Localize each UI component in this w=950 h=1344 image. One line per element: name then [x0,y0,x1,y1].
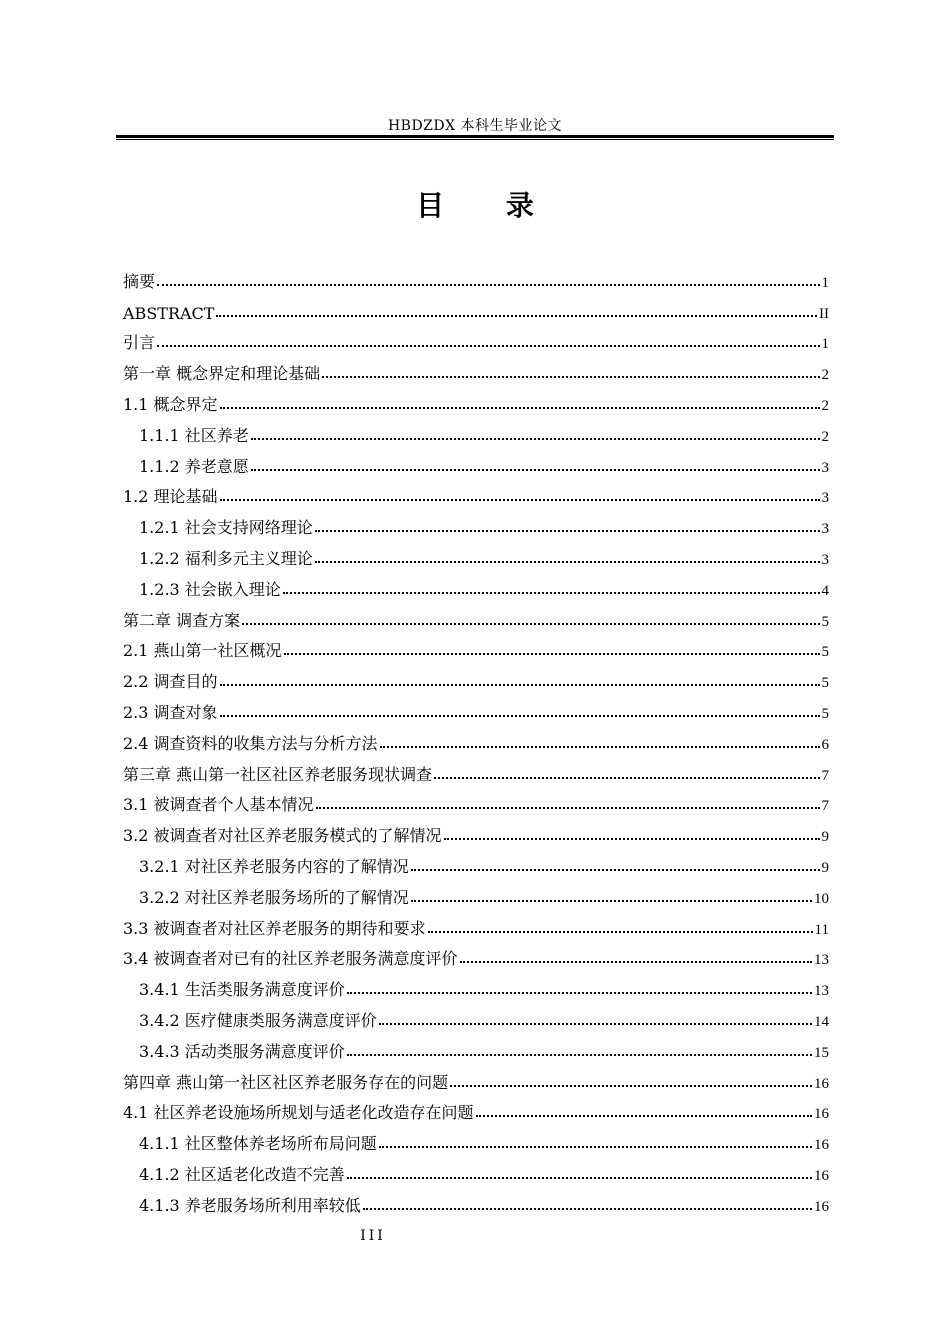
table-of-contents [123,261,829,1216]
toc-dot-leader [347,1054,812,1056]
toc-dot-leader [380,746,820,748]
toc-entry[interactable] [123,846,829,877]
toc-entry-page: 14 [814,1013,829,1030]
toc-entry-label: 3.1 被调查者个人基本情况 [123,795,314,815]
toc-entry[interactable] [123,1093,829,1124]
toc-dot-leader [347,1177,812,1179]
toc-entry-page: 9 [821,829,829,846]
toc-dot-leader [157,284,819,286]
toc-entry-label: 4.1.2 社区适老化改造不完善 [139,1164,345,1184]
toc-dot-leader [434,777,819,779]
toc-dot-leader [315,561,820,563]
toc-dot-leader [450,1085,812,1087]
toc-dot-leader [220,684,820,686]
toc-dot-leader [363,1208,812,1210]
toc-entry-label: ABSTRACT [123,303,215,323]
toc-entry-label: 1.2.1 社会支持网络理论 [139,518,313,538]
toc-entry[interactable] [123,785,829,816]
toc-entry-page: 11 [814,921,829,938]
toc-entry[interactable] [123,323,829,354]
toc-dot-leader [428,931,813,933]
toc-entry[interactable] [123,261,829,292]
toc-entry[interactable] [123,353,829,384]
toc-entry-page: 7 [821,798,829,815]
toc-entry-label: 第三章 燕山第一社区社区养老服务现状调查 [123,764,433,784]
toc-entry-page: 5 [821,675,829,692]
toc-entry-page: II [819,305,829,322]
toc-entry-page: 16 [814,1075,829,1092]
toc-entry-label: 1.2.2 福利多元主义理论 [139,548,313,568]
toc-entry-label: 1.1.1 社区养老 [139,425,249,445]
page-number: III [360,1228,386,1244]
toc-entry-label: 第二章 调查方案 [123,610,241,630]
toc-entry[interactable] [123,292,829,323]
toc-entry-page: 1 [821,274,829,291]
running-header: HBDZDX 本科生毕业论文 [387,118,563,134]
toc-entry-page: 5 [821,613,829,630]
toc-entry-page: 3 [821,459,829,476]
toc-entry-label: 2.2 调查目的 [123,672,218,692]
toc-dot-leader [251,438,820,440]
toc-entry-label: 2.4 调查资料的收集方法与分析方法 [123,733,378,753]
toc-entry[interactable] [123,1062,829,1093]
toc-entry-label: 3.4 被调查者对已有的社区养老服务满意度评价 [123,949,458,969]
toc-entry-page: 2 [821,428,829,445]
toc-entry[interactable] [123,600,829,631]
toc-dot-leader [251,469,820,471]
toc-entry-page: 13 [814,952,829,969]
toc-entry-label: 3.2.2 对社区养老服务场所的了解情况 [139,887,409,907]
toc-entry[interactable] [123,507,829,538]
toc-entry-page: 10 [814,890,829,907]
toc-entry[interactable] [123,969,829,1000]
toc-entry-label: 1.1.2 养老意愿 [139,456,249,476]
toc-entry-page: 6 [821,736,829,753]
toc-entry-page: 13 [814,983,829,1000]
toc-entry-page: 16 [814,1167,829,1184]
toc-dot-leader [284,653,820,655]
toc-dot-leader [411,900,812,902]
toc-entry-label: 1.2 理论基础 [123,487,218,507]
toc-entry-label: 1.1 概念界定 [123,394,218,414]
toc-entry-label: 第四章 燕山第一社区社区养老服务存在的问题 [123,1072,449,1092]
toc-dot-leader [216,315,817,317]
toc-entry-label: 4.1.3 养老服务场所利用率较低 [139,1195,361,1215]
toc-entry-page: 16 [814,1198,829,1215]
toc-entry[interactable] [123,723,829,754]
toc-entry-label: 2.3 调查对象 [123,702,218,722]
toc-entry-page: 3 [821,490,829,507]
toc-entry[interactable] [123,1000,829,1031]
toc-dot-leader [460,961,812,963]
toc-entry-label: 3.2 被调查者对社区养老服务模式的了解情况 [123,826,442,846]
toc-entry[interactable] [123,754,829,785]
toc-entry[interactable] [123,1154,829,1185]
toc-dot-leader [322,376,819,378]
toc-dot-leader [242,623,819,625]
page-title: 目 录 [416,189,560,222]
toc-entry-label: 2.1 燕山第一社区概况 [123,641,282,661]
toc-entry[interactable] [123,661,829,692]
toc-entry[interactable] [123,939,829,970]
toc-entry[interactable] [123,877,829,908]
toc-dot-leader [157,345,819,347]
toc-entry-label: 3.4.1 生活类服务满意度评价 [139,980,345,1000]
toc-entry[interactable] [123,1123,829,1154]
toc-entry-label: 3.3 被调查者对社区养老服务的期待和要求 [123,918,426,938]
toc-entry-label: 3.4.2 医疗健康类服务满意度评价 [139,1010,377,1030]
toc-entry[interactable] [123,538,829,569]
toc-entry[interactable] [123,815,829,846]
toc-entry-label: 引言 [123,333,156,353]
toc-entry-page: 2 [821,367,829,384]
toc-entry-label: 摘要 [123,271,156,291]
toc-dot-leader [379,1023,812,1025]
toc-entry-page: 2 [821,397,829,414]
toc-dot-leader [347,992,812,994]
toc-entry-label: 3.2.1 对社区养老服务内容的了解情况 [139,856,409,876]
toc-entry-label: 4.1.1 社区整体养老场所布局问题 [139,1134,377,1154]
toc-dot-leader [316,807,820,809]
toc-entry-page: 4 [821,582,829,599]
toc-dot-leader [220,499,820,501]
toc-entry-page: 16 [814,1137,829,1154]
toc-entry[interactable] [123,631,829,662]
toc-dot-leader [476,1115,812,1117]
toc-entry-page: 15 [814,1044,829,1061]
toc-entry-page: 9 [821,859,829,876]
toc-dot-leader [220,407,820,409]
toc-entry-page: 3 [821,551,829,568]
toc-dot-leader [411,869,820,871]
toc-entry[interactable] [123,908,829,939]
toc-entry-label: 4.1 社区养老设施场所规划与适老化改造存在问题 [123,1103,474,1123]
header-rule [116,135,834,140]
toc-entry[interactable] [123,1185,829,1216]
toc-entry-label: 3.4.3 活动类服务满意度评价 [139,1041,345,1061]
toc-entry-label: 第一章 概念界定和理论基础 [123,364,321,384]
toc-entry-page: 1 [821,336,829,353]
toc-entry-page: 7 [821,767,829,784]
toc-entry[interactable] [123,477,829,508]
toc-dot-leader [220,715,820,717]
toc-dot-leader [283,592,820,594]
toc-entry-page: 3 [821,521,829,538]
toc-dot-leader [379,1146,812,1148]
toc-entry[interactable] [123,446,829,477]
toc-entry-page: 5 [821,705,829,722]
toc-entry-page: 16 [814,1106,829,1123]
toc-entry-label: 1.2.3 社会嵌入理论 [139,579,281,599]
toc-entry-page: 5 [821,644,829,661]
toc-entry[interactable] [123,569,829,600]
toc-dot-leader [444,838,820,840]
toc-entry[interactable] [123,1031,829,1062]
toc-entry[interactable] [123,384,829,415]
toc-dot-leader [315,530,820,532]
toc-entry[interactable] [123,692,829,723]
toc-entry[interactable] [123,415,829,446]
